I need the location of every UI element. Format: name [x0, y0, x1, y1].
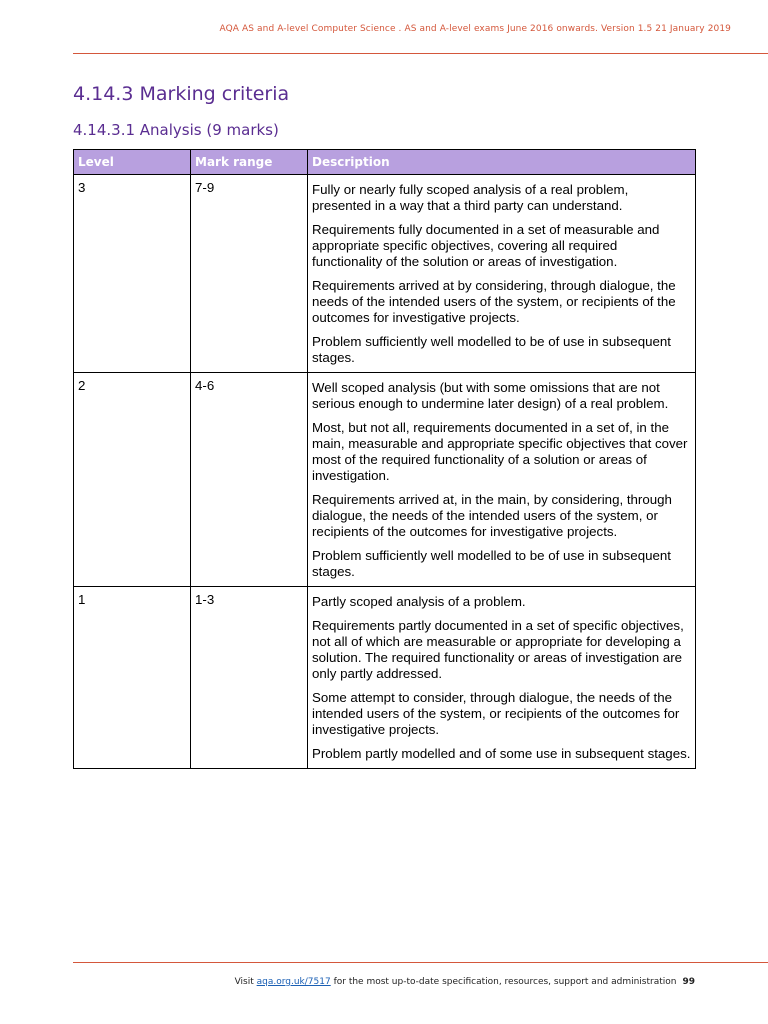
description-cell [308, 373, 696, 587]
description-paragraph: Requirements fully documented in a set of measurable and appropriate specific objectives, covering all required functionality of the solution or areas of investigation. [312, 222, 660, 269]
header-divider [73, 53, 768, 54]
column-header-mark-range: Mark range [191, 150, 308, 175]
running-header: AQA AS and A-level Computer Science . AS and A-level exams June 2016 onwards. Version 1.5 21 January 2019 [219, 24, 731, 34]
page-number: 99 [682, 977, 695, 987]
column-header-description: Description [308, 150, 696, 175]
specification-link[interactable]: aqa.org.uk/7517 [256, 977, 331, 987]
description-paragraph: Problem sufficiently well modelled to be of use in subsequent stages. [312, 548, 671, 579]
page-footer [235, 977, 695, 987]
table-row-level-2 [74, 373, 696, 587]
table-row-level-1 [74, 587, 696, 769]
mark-range-cell: 1-3 [191, 587, 308, 769]
mark-range-cell: 4-6 [191, 373, 308, 587]
subsection-title: 4.14.3.1 Analysis (9 marks) [73, 121, 279, 139]
description-cell [308, 587, 696, 769]
level-cell: 3 [74, 175, 191, 373]
description-paragraph: Well scoped analysis (but with some omissions that are not serious enough to undermine later design) of a real problem. [312, 380, 669, 411]
description-paragraph: Problem partly modelled and of some use in subsequent stages. [312, 746, 691, 761]
marking-criteria-table [73, 149, 696, 769]
description-paragraph: Requirements arrived at by considering, through dialogue, the needs of the intended users of the system, or recipients of the outcomes for investigative projects. [312, 278, 676, 325]
mark-range-cell: 7-9 [191, 175, 308, 373]
table-header-row [74, 150, 696, 175]
level-cell: 1 [74, 587, 191, 769]
table-row-level-3 [74, 175, 696, 373]
description-paragraph: Partly scoped analysis of a problem. [312, 594, 526, 609]
level-cell: 2 [74, 373, 191, 587]
column-header-level: Level [74, 150, 191, 175]
footer-divider [73, 962, 768, 963]
description-paragraph: Requirements partly documented in a set of specific objectives, not all of which are measurable or appropriate for developing a solution. The required functionality or areas of investigation are only partly addressed. [312, 618, 684, 681]
description-paragraph: Fully or nearly fully scoped analysis of a real problem, presented in a way that a third party can understand. [312, 182, 629, 213]
section-title: 4.14.3 Marking criteria [73, 83, 290, 105]
description-paragraph: Most, but not all, requirements documented in a set of, in the main, measurable and appropriate specific objectives that cover most of the required functionality of a solution or areas of investigation. [312, 420, 688, 483]
description-paragraph: Some attempt to consider, through dialogue, the needs of the intended users of the system, or recipients of the outcomes for investigative projects. [312, 690, 680, 737]
description-cell [308, 175, 696, 373]
footer-suffix: for the most up-to-date specification, resources, support and administration [330, 977, 677, 987]
description-paragraph: Problem sufficiently well modelled to be of use in subsequent stages. [312, 334, 671, 365]
description-paragraph: Requirements arrived at, in the main, by considering, through dialogue, the needs of the intended users of the system, or recipients of the outcomes for investigative projects. [312, 492, 672, 539]
footer-prefix: Visit [234, 977, 257, 987]
